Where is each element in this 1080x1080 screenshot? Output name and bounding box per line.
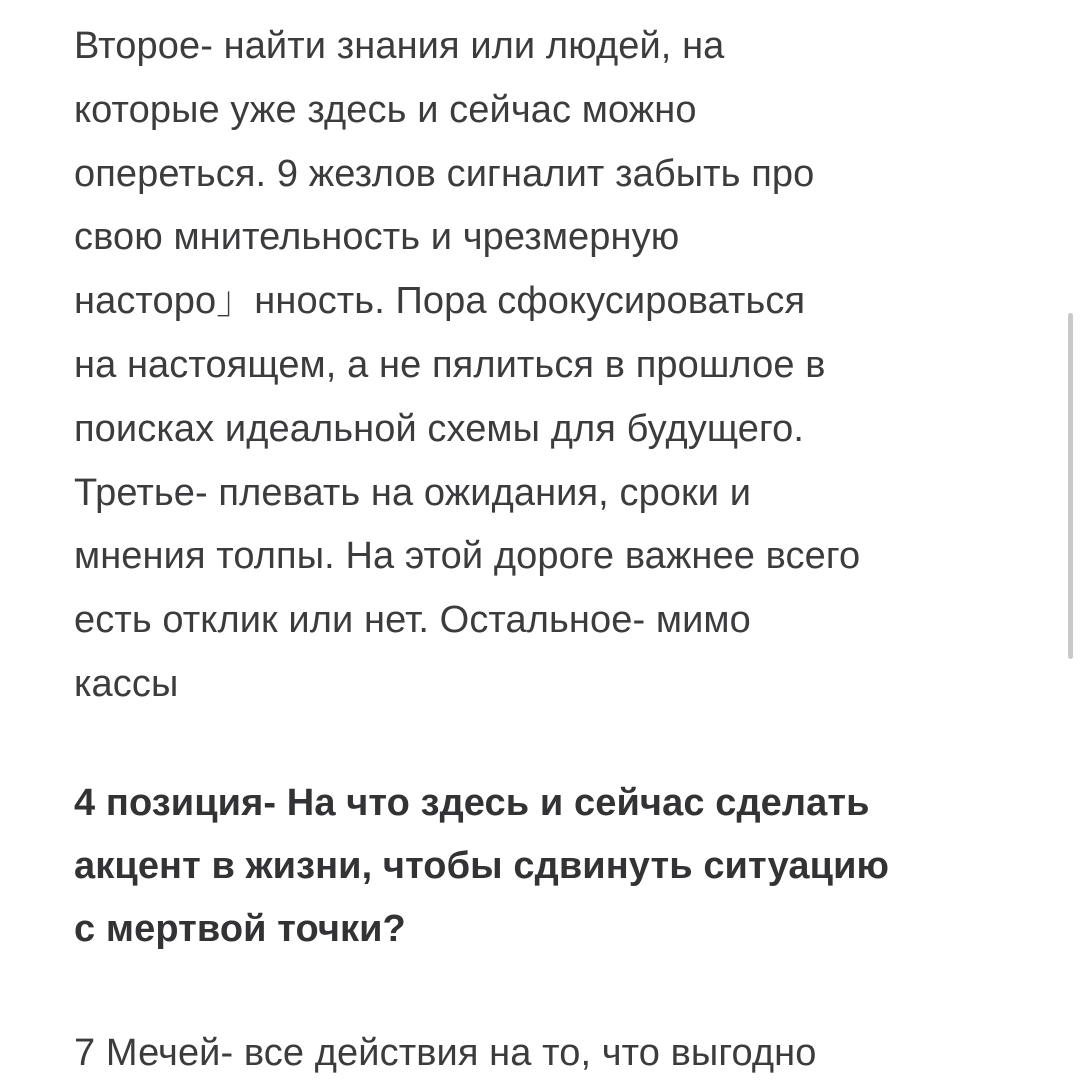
text-line: Третье- плевать на ожидания, сроки и [74, 471, 752, 514]
note-paragraph [74, 15, 860, 717]
heading-line: с мертвой точки? [74, 908, 406, 950]
text-line: 7 Мечей- все действия на то, что выгодно [74, 1032, 817, 1074]
text-line: на настоящем, а не пялиться в прошлое в [74, 343, 826, 386]
note-paragraph-2 [74, 1022, 816, 1080]
text-line: которые уже здесь и сейчас можно [74, 88, 697, 131]
text-line: свою мнительность и чрезмерную [74, 216, 680, 259]
text-line: есть отклик или нет. Остальное- мимо [74, 599, 751, 642]
text-line: Второе- найти знания или людей, на [74, 25, 725, 67]
heading-line: 4 позиция- На что здесь и сейчас сделать [74, 782, 870, 824]
text-line: опереться. 9 жезлов сигналит забыть про [74, 152, 815, 195]
note-heading [74, 772, 889, 961]
text-line: поисках идеальной схемы для будущего. [74, 407, 805, 450]
vertical-scrollbar[interactable] [1068, 313, 1073, 659]
cut-off-text-line [74, 0, 995, 6]
text-line: насторо」нность. Пора сфокусироваться [74, 280, 806, 323]
heading-line: акцент в жизни, чтобы сдвинуть ситуацию [74, 845, 890, 887]
text-line: мнения толпы. На этой дороге важнее всего [74, 535, 861, 578]
text-line: кассы [74, 662, 179, 705]
